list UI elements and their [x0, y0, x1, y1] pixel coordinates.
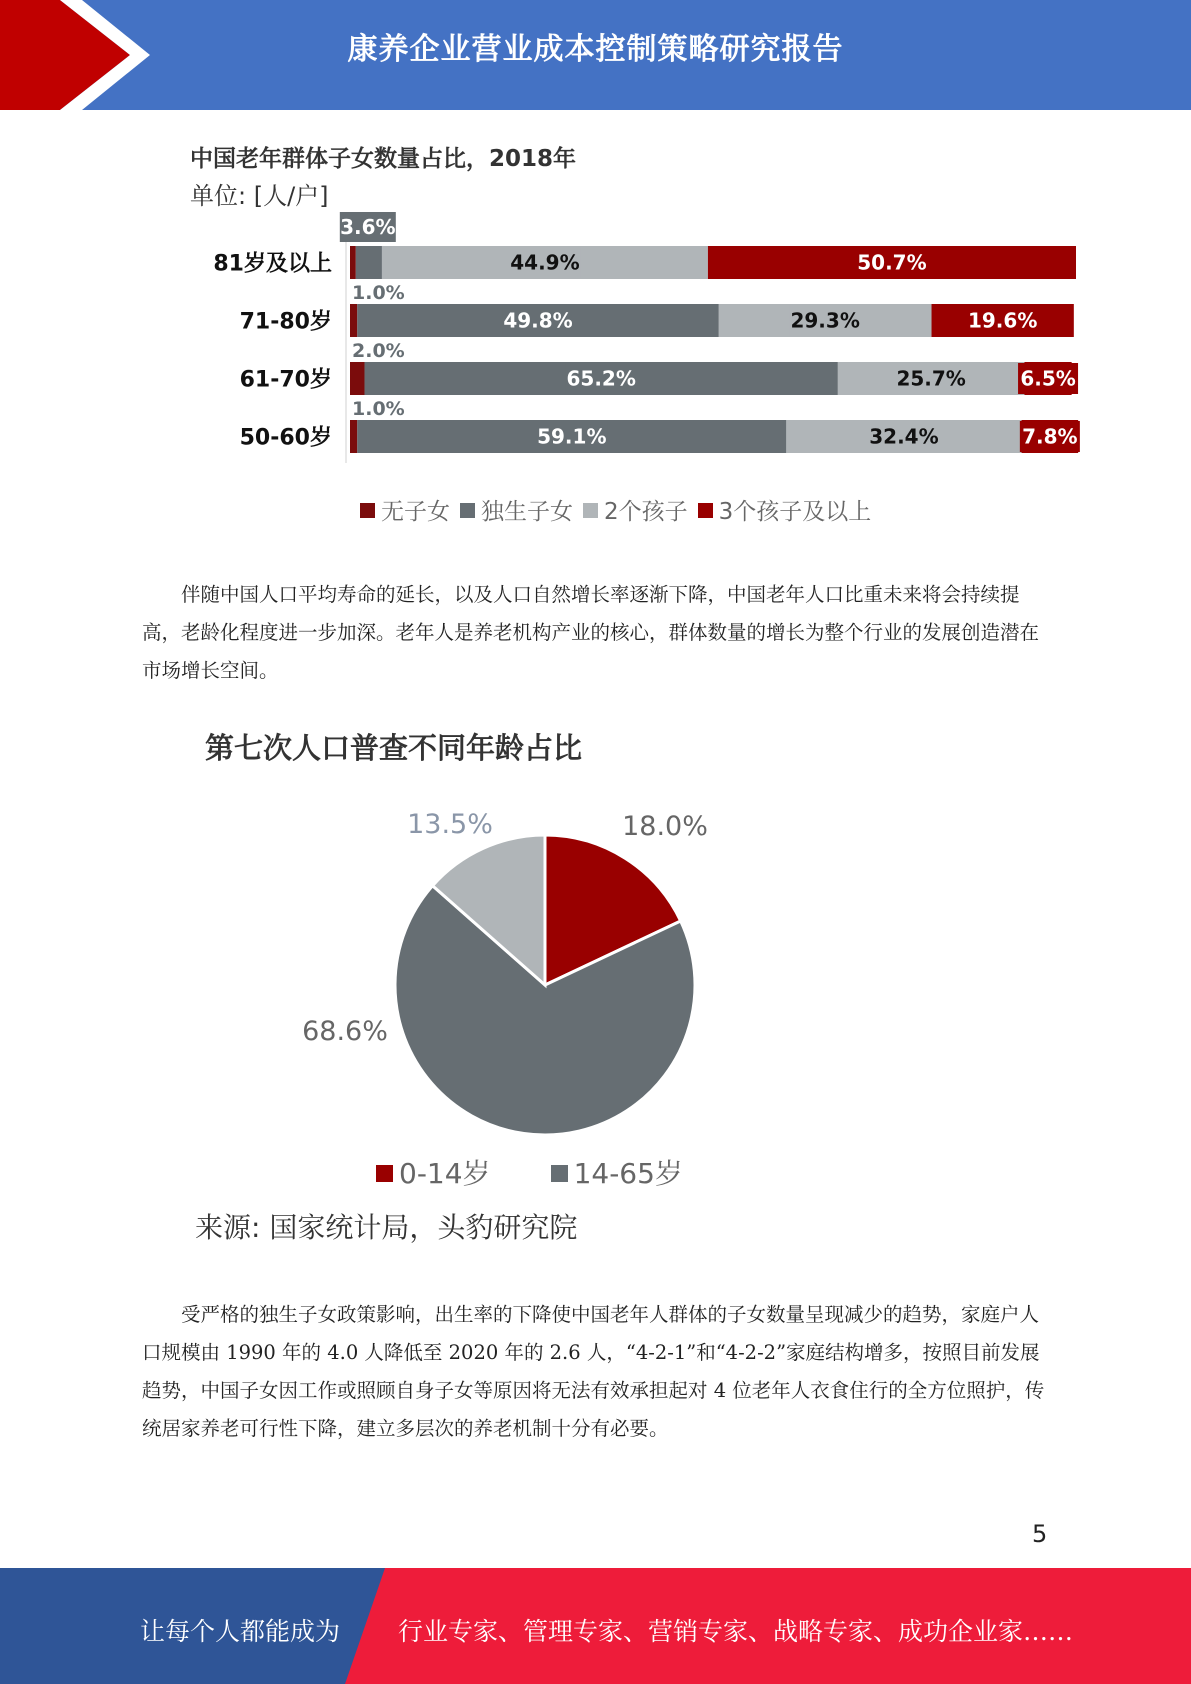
legend-label: 无子女	[381, 499, 450, 525]
footer-slogan-right: 行业专家、管理专家、营销专家、战略专家、成功企业家……	[398, 1617, 1074, 1646]
bar-data-label: 29.3%	[790, 308, 860, 333]
legend-swatch	[376, 1165, 393, 1182]
legend-swatch	[583, 503, 598, 518]
bar-data-label: 1.0%	[352, 398, 405, 420]
pie-chart	[300, 790, 820, 1150]
report-title: 康养企业营业成本控制策略研究报告	[347, 32, 844, 67]
footer-slogan-left: 让每个人都能成为	[140, 1617, 341, 1646]
bar-category-label: 81岁及以上	[213, 251, 332, 277]
bar-segment	[350, 246, 356, 279]
bar-data-label: 1.0%	[352, 282, 405, 304]
data-source: 来源: 国家统计局，头豹研究院	[195, 1211, 578, 1244]
stacked-bar-chart	[180, 210, 1080, 475]
bar-data-label: 49.8%	[503, 308, 573, 333]
bar-data-label: 65.2%	[566, 366, 636, 391]
bar-data-label: 2.0%	[352, 340, 405, 362]
page-header	[0, 0, 1191, 110]
bar-data-label: 59.1%	[537, 424, 607, 449]
bar-data-label: 32.4%	[869, 424, 939, 449]
bar-data-label: 19.6%	[967, 308, 1038, 333]
bar-segment	[356, 246, 382, 279]
legend-item	[360, 493, 450, 526]
legend-label: 3个孩子及以上	[718, 499, 872, 525]
legend-swatch	[551, 1165, 568, 1182]
legend-label: 0-14岁	[399, 1157, 491, 1190]
bar-segment	[350, 362, 365, 395]
legend-label: 独生子女	[481, 499, 573, 525]
page-number: 5	[1032, 1520, 1048, 1548]
bar-category-label: 71-80岁	[239, 309, 332, 335]
pie-data-label: 13.5%	[407, 809, 493, 840]
legend-swatch	[698, 503, 713, 518]
pie-data-label: 18.0%	[622, 811, 708, 842]
legend-label: 14-65岁	[573, 1157, 683, 1190]
legend-item	[551, 1152, 683, 1192]
legend-label: 2个孩子	[604, 499, 688, 525]
legend-item	[698, 493, 872, 526]
legend-swatch	[460, 503, 475, 518]
bar-data-label: 25.7%	[896, 366, 966, 391]
legend-item	[460, 493, 573, 526]
bar-data-label: 3.6%	[340, 215, 396, 239]
bar-chart-title: 中国老年群体子女数量占比，2018年	[190, 146, 577, 172]
bar-chart-legend	[360, 493, 881, 526]
bar-chart-unit: 单位: [人/户]	[190, 182, 329, 210]
pie-chart-legend	[376, 1152, 743, 1192]
legend-item	[376, 1152, 491, 1192]
legend-item	[583, 493, 688, 526]
bar-category-label: 61-70岁	[239, 367, 332, 393]
bar-segment	[350, 420, 357, 453]
bar-segment	[350, 304, 357, 337]
pie-chart-title: 第七次人口普查不同年龄占比	[205, 731, 583, 765]
paragraph-family-structure: 受严格的独生子女政策影响，出生率的下降使中国老年人群体的子女数量呈现减少的趋势，家庭户人口规模由 1990 年的 4.0 人降低至 2020 年的 2.6 人，“4-2-1”和“4-2-2”家庭结构增多，按照目前发展趋势，中国子女因工作或照顾自身子女等原因将无法有效承担起对 4 位老年人衣食住行的全方位照护，传统居家养老可行性下降，建立多层次的养老机制十分有必要。	[142, 1303, 1045, 1440]
legend-swatch	[360, 503, 375, 518]
paragraph-aging-trend: 伴随中国人口平均寿命的延长，以及人口自然增长率逐渐下降，中国老年人口比重未来将会持续提高，老龄化程度进一步加深。老年人是养老机构产业的核心，群体数量的增长为整个行业的发展创造潜在市场增长空间。	[142, 583, 1040, 682]
bar-category-label: 50-60岁	[239, 425, 332, 451]
bar-data-label: 6.5%	[1020, 366, 1076, 391]
bar-data-label: 50.7%	[857, 250, 927, 275]
pie-data-label: 68.6%	[302, 1016, 388, 1047]
bar-data-label: 7.8%	[1022, 424, 1078, 449]
bar-data-label: 44.9%	[510, 250, 580, 275]
